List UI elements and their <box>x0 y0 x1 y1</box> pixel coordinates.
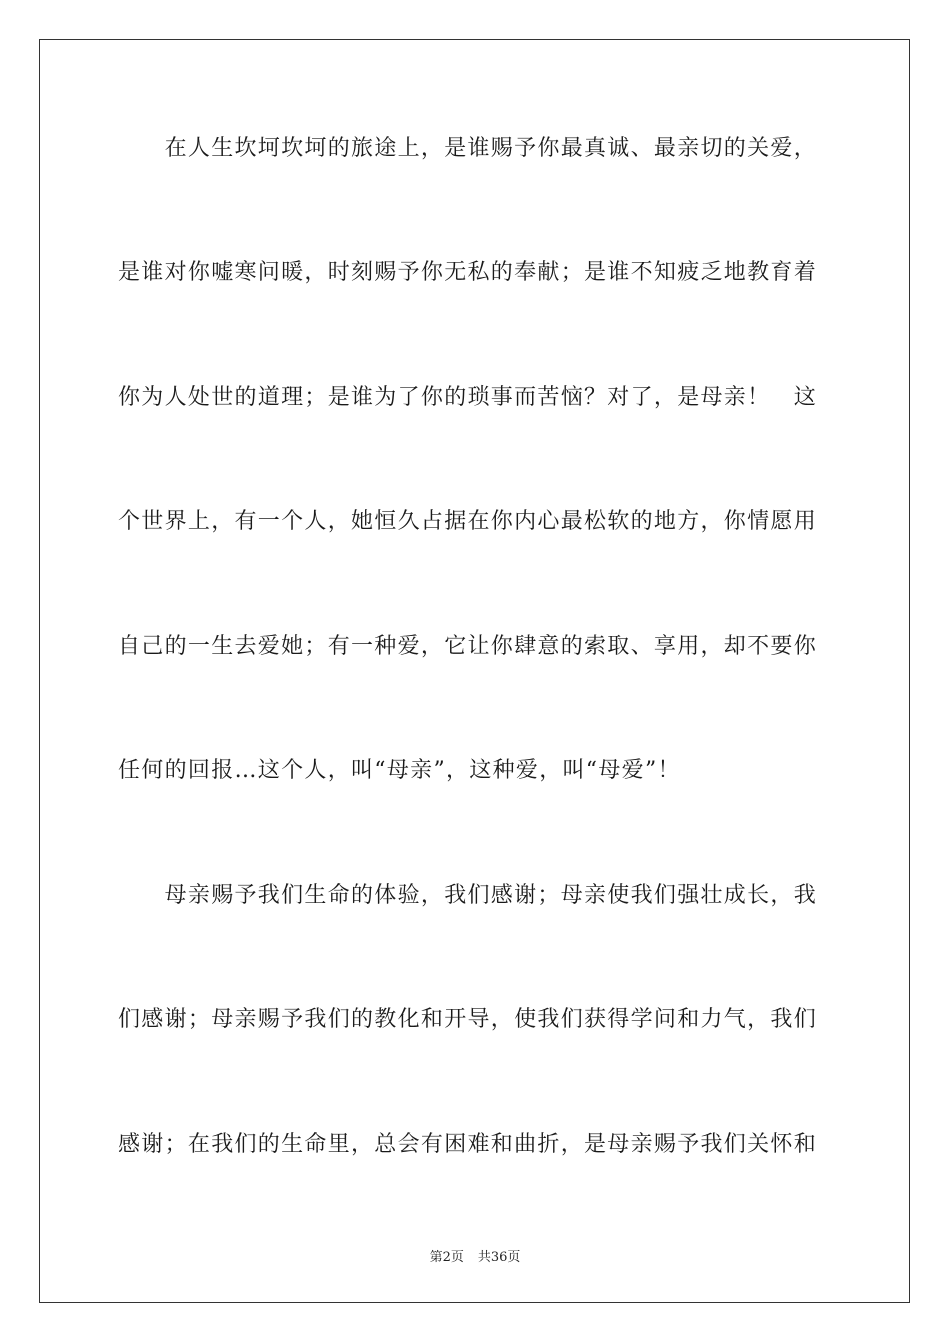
text-line: 任何的回报…这个人，叫“母亲”，这种爱，叫“母爱”！ <box>118 758 681 783</box>
text-line: 个世界上，有一个人，她恒久占据在你内心最松软的地方，你情愿用 <box>118 509 818 534</box>
text-line: 自己的一生去爱她；有一种爱，它让你肆意的索取、享用，却不要你 <box>118 634 818 659</box>
text-line: 是谁对你嘘寒问暖，时刻赐予你无私的奉献；是谁不知疲乏地教育着 <box>118 260 818 285</box>
page-number-total: 共36页 <box>477 1250 521 1265</box>
text-line: 在人生坎坷坎坷的旅途上，是谁赐予你最真诚、最亲切的关爱， <box>118 136 818 161</box>
page-border <box>39 39 910 1303</box>
text-line: 感谢；在我们的生命里，总会有困难和曲折，是母亲赐予我们关怀和 <box>118 1132 818 1157</box>
page-footer <box>0 1246 950 1265</box>
text-line: 母亲赐予我们生命的体验，我们感谢；母亲使我们强壮成长，我 <box>118 883 818 908</box>
text-line: 你为人处世的道理；是谁为了你的琐事而苦恼？对了，是母亲！ 这 <box>118 385 818 410</box>
text-line: 们感谢；母亲赐予我们的教化和开导，使我们获得学问和力气，我们 <box>118 1007 818 1032</box>
page-number-current: 第2页 <box>429 1250 464 1265</box>
